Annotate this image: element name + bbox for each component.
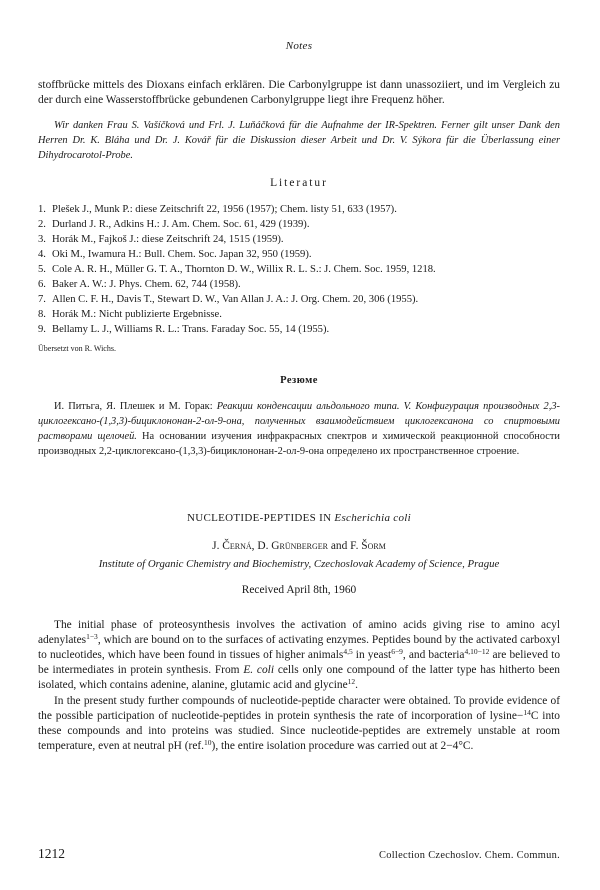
- reference-text: Cole A. R. H., Müller G. T. A., Thornton D. W., Willix R. L. S.: J. Chem. Soc. 1959, 1218.: [52, 264, 436, 275]
- text-run: In the present study further compounds of nucleotide-peptide character were obtained. To provide evidence of the possible participation of nucleotide-peptides in protein synthesis the rate of incorporation of lysine−: [38, 695, 560, 722]
- resume-body: На основании изучения инфракрасных спектров и химической реакционной способности производных 2,2-циклогексано-(1,3,3)-бициклононан-2-ол-9-она определено их пространственное строение.: [38, 431, 560, 457]
- reference-list: [38, 202, 560, 337]
- reference-number: 8.: [38, 309, 46, 320]
- reference-number: 3.: [38, 234, 46, 245]
- resume-authors: И. Питьга, Я. Плешек и М. Горак:: [54, 401, 217, 412]
- reference-item: [38, 292, 560, 307]
- literature-heading: Literatur: [270, 177, 328, 189]
- text-run: The initial phase of proteosynthesis involves the activation of amino acids giving rise to amino acyl adenylates: [38, 619, 560, 646]
- article-institute: Institute of Organic Chemistry and Biochemistry, Czechoslovak Academy of Science, Prague: [98, 558, 500, 570]
- resume-heading: Резюме: [280, 375, 318, 386]
- citation-superscript: 4,5: [343, 647, 353, 656]
- reference-number: 4.: [38, 249, 46, 260]
- author-name: J. Černá: [212, 540, 252, 552]
- citation-superscript: 10: [204, 738, 212, 747]
- text-run: in yeast: [352, 649, 392, 661]
- reference-item: [38, 277, 560, 292]
- resume-paragraph: [38, 399, 560, 459]
- reference-item: [38, 247, 560, 262]
- citation-superscript: 1−3: [86, 632, 98, 641]
- reference-text: Durland J. R., Adkins H.: J. Am. Chem. Soc. 61, 429 (1939).: [52, 219, 310, 230]
- article-title-prefix: NUCLEOTIDE-PEPTIDES IN: [186, 512, 335, 524]
- text-run: C into these compounds and into proteins was studied. Since nucleotide-peptides are extremely unstable at room temperature, even at neutral pH (ref.: [38, 710, 561, 752]
- text-run: are believed to be intermediates in protein synthesis. From: [38, 649, 561, 676]
- citation-superscript: 4,10−12: [464, 647, 490, 656]
- reference-item: [38, 217, 560, 232]
- reference-text: Baker A. W.: J. Phys. Chem. 62, 744 (1958).: [52, 279, 241, 290]
- article-authors: [38, 540, 560, 552]
- author-name: D. Grünberger: [257, 540, 328, 552]
- translator-note: Übersetzt von R. Wichs.: [38, 344, 116, 353]
- reference-text: Oki M., Iwamura H.: Bull. Chem. Soc. Japan 32, 950 (1959).: [52, 249, 312, 260]
- text-run: .: [355, 679, 359, 691]
- author-separator: ,: [251, 540, 258, 552]
- citation-superscript: 6−9: [391, 647, 403, 656]
- intro-paragraph-1: [38, 618, 560, 693]
- intro-paragraph-2: [38, 694, 560, 754]
- reference-number: 9.: [38, 324, 46, 335]
- species-name: E. coli: [243, 664, 275, 676]
- acknowledgement: Wir danken Frau S. Vašíčková und Frl. J. Luňáčková für die Aufnahme der IR-Spektren. Ferner gilt unser Dank den Herren Dr. K. Bláha und Dr. J. Kovář für die Diskussion dieser Arbeit und Dr. V. Sýkora für die Überlassung einer Dihydrocarotol-Probe.: [38, 120, 560, 161]
- page-number: 1212: [38, 846, 65, 861]
- reference-item: [38, 232, 560, 247]
- page-footer: [38, 846, 560, 862]
- reference-text: Horák M.: Nicht publizierte Ergebnisse.: [52, 309, 222, 320]
- text-run: ), the entire isolation procedure was carried out at 2−4°C.: [211, 740, 474, 752]
- article-title: [38, 512, 560, 524]
- reference-text: Bellamy L. J., Williams R. L.: Trans. Faraday Soc. 55, 14 (1955).: [52, 324, 330, 335]
- citation-superscript: 12: [347, 677, 356, 686]
- author-separator: and: [327, 540, 351, 552]
- reference-text: Allen C. F. H., Davis T., Stewart D. W., Van Allan J. A.: J. Org. Chem. 20, 306 (1955).: [52, 294, 419, 305]
- isotope-superscript: 14: [523, 708, 531, 717]
- reference-item: [38, 202, 560, 217]
- text-run: , which are bound on to the surfaces of activating enzymes. Peptides bound by the activated carboxyl to nucleotides, which have been found in tissues of higher animals: [38, 634, 560, 661]
- reference-item: [38, 262, 560, 277]
- received-date: Received April 8th, 1960: [241, 584, 357, 596]
- reference-text: Horák M., Fajkoš J.: diese Zeitschrift 24, 1515 (1959).: [52, 234, 284, 245]
- resume-title: Реакции конденсации альдольного типа. V. Конфигурация производных 2,3-циклогексано-(1,3,3)-бициклононан-2-ол-9-она, полученных взаимодействием циклогексанона со спиртовыми растворами щелочей.: [38, 401, 560, 442]
- article-title-genus: Escherichia coli: [334, 512, 412, 524]
- carryover-paragraph: stoffbrücke mittels des Dioxans einfach erklären. Die Carbonylgruppe ist dann unassoziiert, und im Vergleich zu der durch eine Wasserstoffbrücke gebundenen Carbonylgruppe liegt ihre Frequenz höher.: [38, 79, 560, 106]
- journal-name: Collection Czechoslov. Chem. Commun.: [379, 850, 560, 861]
- text-run: , and bacteria: [402, 649, 465, 661]
- running-head: Notes: [285, 40, 313, 52]
- reference-number: 7.: [38, 294, 46, 305]
- reference-item: [38, 307, 560, 322]
- author-name: F. Šorm: [350, 540, 386, 552]
- reference-number: 5.: [38, 264, 46, 275]
- reference-number: 1.: [38, 204, 46, 215]
- reference-number: 2.: [38, 219, 46, 230]
- reference-number: 6.: [38, 279, 46, 290]
- reference-text: Plešek J., Munk P.: diese Zeitschrift 22, 1956 (1957); Chem. listy 51, 633 (1957).: [52, 204, 397, 215]
- reference-item: [38, 322, 560, 337]
- text-run: cells only one compound of the latter type has hitherto been isolated, which contains adenine, alanine, glutamic acid and glycine: [38, 664, 560, 691]
